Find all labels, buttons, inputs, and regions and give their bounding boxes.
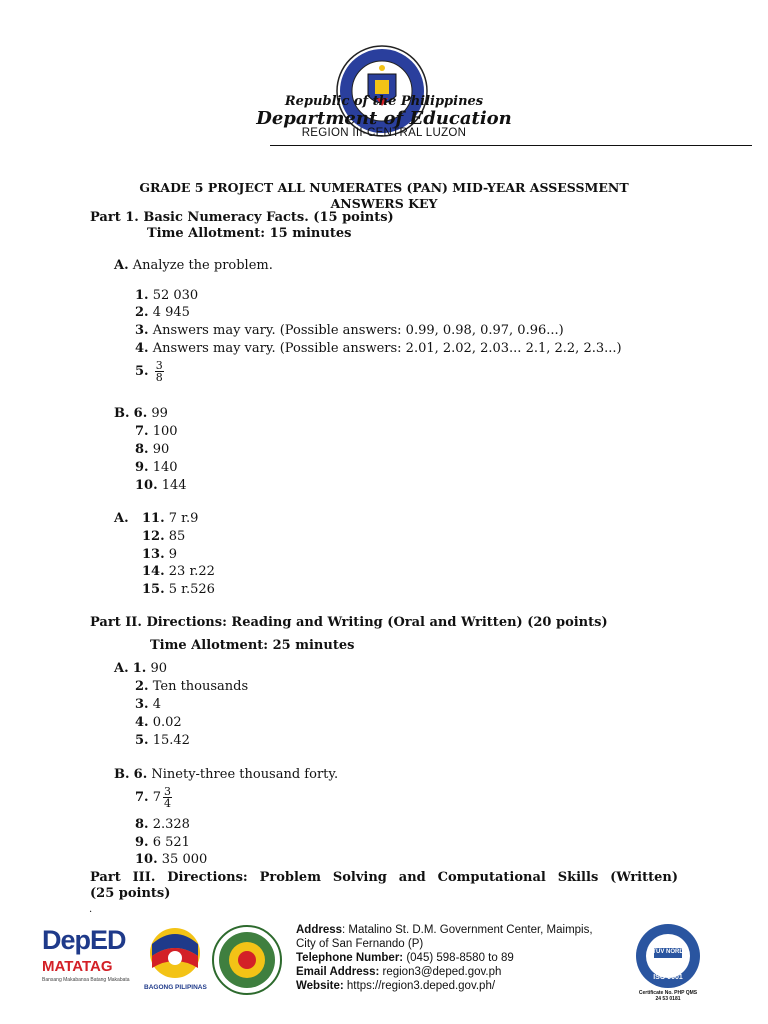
answer-item: 12. 85: [142, 529, 186, 544]
document-title: GRADE 5 PROJECT ALL NUMERATES (PAN) MID-YEAR ASSESSMENT: [139, 180, 629, 195]
answer-item: 3. Answers may vary. (Possible answers: 0.99, 0.98, 0.97, 0.96...): [135, 323, 564, 338]
answer-item: A. 1. 90: [114, 661, 168, 676]
bagong-pilipinas-logo: [144, 926, 206, 992]
document-subtitle: ANSWERS KEY: [330, 196, 438, 211]
answer-item: 8. 2.328: [135, 817, 190, 832]
footer-contact: [296, 923, 656, 993]
matatag-wordmark: MATATAG: [42, 958, 113, 975]
deped-wordmark: DepED: [42, 925, 126, 955]
answer-item: 7. 100: [135, 424, 178, 439]
part1-section-a: [114, 258, 273, 274]
answer-item: 14. 23 r.22: [142, 564, 215, 579]
header-divider: [270, 145, 752, 146]
part2-time: Time Allotment: 25 minutes: [150, 638, 355, 653]
answer-item: 10. 35 000: [135, 852, 208, 867]
republic-text: Republic of the Philippines: [284, 94, 484, 109]
answer-item: 3. 4: [135, 697, 161, 712]
part1-time: Time Allotment: 15 minutes: [147, 226, 352, 241]
answer-item: 8. 90: [135, 442, 170, 457]
fraction: $\frac{3}{8}$: [155, 359, 163, 384]
tuv-iso-certification-badge: [628, 922, 708, 1002]
part3-points: (25 points): [90, 886, 171, 901]
telephone-line: Telephone Number: (045) 598-8580 to 89: [296, 952, 514, 964]
iso-label: ISO 9001: [653, 974, 683, 981]
region-name: REGION III-CENTRAL LUZON: [301, 127, 467, 139]
answer-item: 5. 15.42: [135, 733, 190, 748]
answer-item-mixed-number: 7. 7 $\frac{3}{4}$: [135, 785, 171, 810]
address-line: Address: Matalino St. D.M. Government Center, Maimpis,: [296, 924, 593, 936]
answer-item: 2. Ten thousands: [135, 679, 249, 694]
matatag-tagline: Bansang Makabansa Batang Makabata: [42, 977, 130, 983]
certificate-code: 24 53 0181: [655, 996, 681, 1002]
email-line: Email Address: region3@deped.gov.ph: [296, 966, 502, 978]
answer-item: 4. 0.02: [135, 715, 182, 730]
website-line: Website: https://region3.deped.gov.ph/: [296, 980, 496, 992]
answer-item-fraction: 5. $\frac{3}{8}$: [135, 359, 163, 384]
section-letter: A.: [114, 258, 129, 273]
address-line-2: City of San Fernando (P): [296, 938, 424, 950]
answer-item: 15. 5 r.526: [142, 582, 215, 597]
section-letter: A.: [114, 511, 129, 526]
part1-heading: Part 1. Basic Numeracy Facts. (15 points): [90, 210, 394, 225]
bagong-pilipinas-text: BAGONG PILIPINAS: [144, 984, 207, 991]
tuv-nord-label: TÜV NORD: [652, 949, 684, 955]
answer-item: B. 6. 99: [114, 406, 168, 421]
answer-item: 13. 9: [142, 547, 178, 562]
part3-heading: Part III. Directions: Problem Solving and Computational Skills (Written): [90, 870, 678, 885]
answer-item: 4. Answers may vary. (Possible answers: 2.01, 2.02, 2.03... 2.1, 2.2, 2.3...): [135, 341, 622, 356]
answer-item: 9. 140: [135, 460, 178, 475]
answer-item: 10. 144: [135, 478, 187, 493]
section-instruction: Analyze the problem.: [132, 258, 273, 273]
answer-item: 11. 7 r.9: [142, 511, 199, 526]
department-name: Department of Education: [256, 108, 512, 129]
answer-item: 1. 52 030: [135, 288, 199, 303]
part2-heading: Part II. Directions: Reading and Writing (Oral and Written) (20 points): [90, 615, 608, 630]
fraction: $\frac{3}{4}$: [164, 785, 171, 810]
answer-item: 2. 4 945: [135, 305, 190, 320]
footer-dot: .: [89, 904, 93, 915]
answer-item: 9. 6 521: [135, 835, 190, 850]
bagong-pilipinas-emblem: [144, 926, 206, 980]
certificate-number: Certificate No. PHP QMS: [638, 990, 698, 996]
deped-matatag-logo: [42, 926, 134, 990]
answer-item: B. 6. Ninety-three thousand forty.: [114, 767, 339, 782]
deped-region-seal: [211, 924, 283, 996]
